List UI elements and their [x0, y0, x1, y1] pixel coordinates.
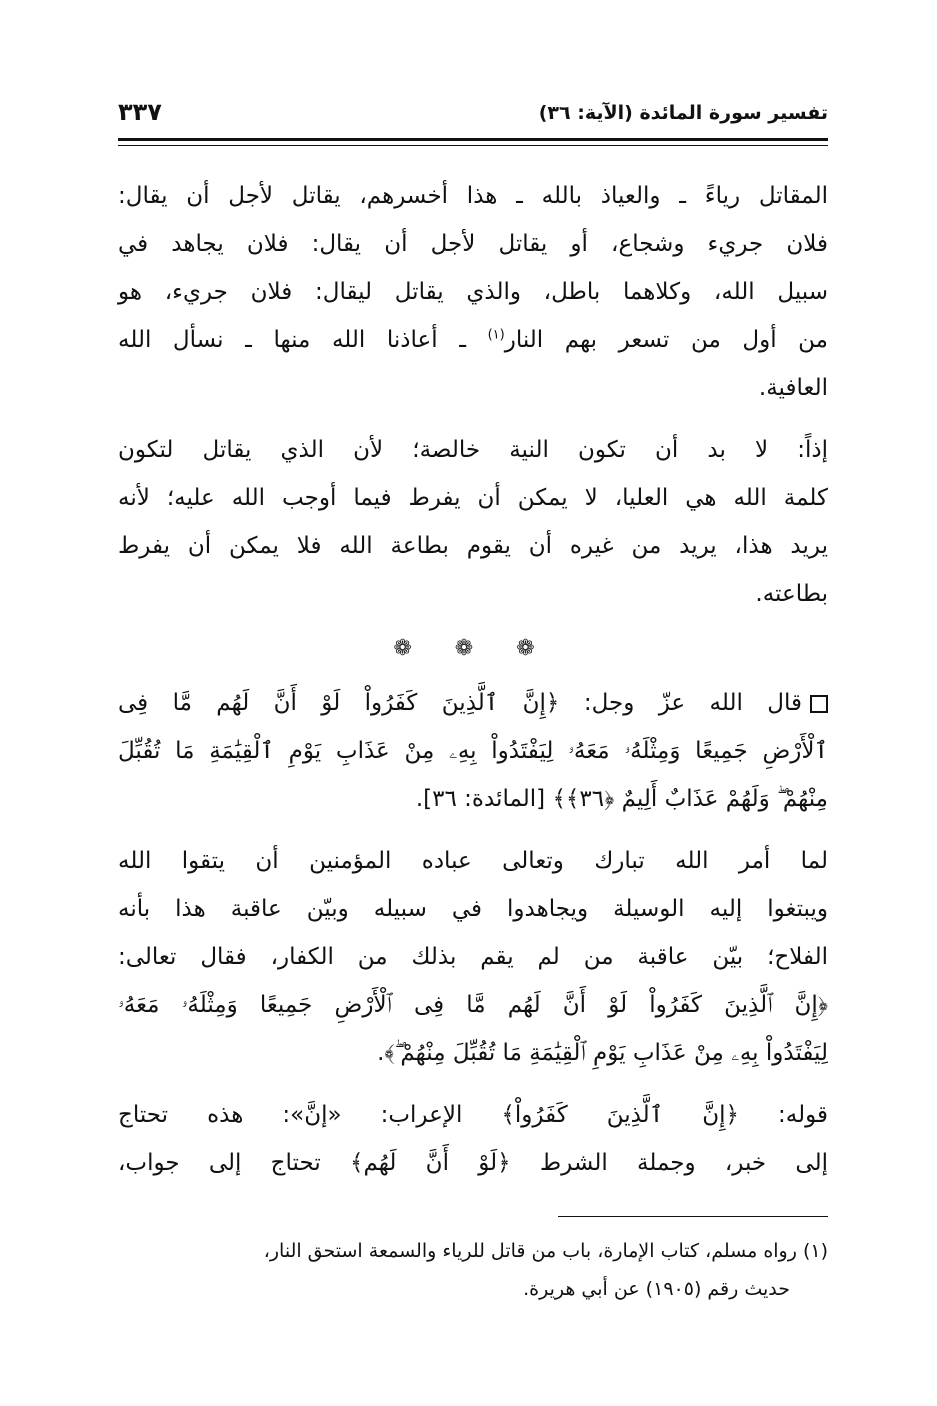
text-line: لما أمر الله تبارك وتعالى عباده المؤمنين أن يتقوا الله	[118, 848, 828, 874]
paragraph-4	[118, 1091, 828, 1187]
text-segment: ـ أعاذنا الله منها ـ نسأل الله	[118, 327, 488, 353]
footnote-line: حديث رقم (١٩٠٥) عن أبي هريرة.	[523, 1278, 790, 1300]
text-line: قوله: ﴿إِنَّ ٱلَّذِينَ كَفَرُواْ﴾ الإعراب: «إنَّ»: هذه تحتاج	[118, 1102, 828, 1128]
text-line: يريد هذا، يريد من غيره أن يقوم بطاعة الله فلا يمكن أن يفرط	[118, 533, 828, 559]
paragraph-2	[118, 426, 828, 618]
text-line: بطاعته.	[755, 581, 828, 607]
section-ornament-divider: ❁ ❁ ❁	[393, 636, 553, 661]
text-segment: قال الله عزّ وجل: ﴿إِنَّ ٱلَّذِينَ كَفَرُواْ لَوْ أَنَّ لَهُم مَّا فِى	[118, 690, 802, 716]
footnote-1	[118, 1232, 828, 1308]
paragraph-3	[118, 837, 828, 1077]
text-line: إذاً: لا بد أن تكون النية خالصة؛ لأن الذي يقاتل لتكون	[118, 437, 828, 463]
text-line: العافية.	[758, 375, 828, 401]
text-line: مِنْهُمْ ۖ وَلَهُمْ عَذَابٌ أَلِيمٌ ﴿٣٦﴾﴾ [المائدة: ٣٦].	[415, 786, 828, 812]
footnote-separator	[558, 1216, 828, 1217]
text-line	[118, 316, 828, 364]
text-line: الفلاح؛ بيّن عاقبة من لم يقم بذلك من الكفار، فقال تعالى:	[118, 944, 828, 970]
text-segment: من أول من تسعر بهم النار	[504, 327, 829, 353]
header-rule-thin	[118, 145, 828, 146]
text-line: كلمة الله هي العليا، لا يمكن أن يفرط فيما أوجب الله عليه؛ لأنه	[118, 485, 828, 511]
running-title: تفسير سورة المائدة (الآية: ٣٦)	[538, 102, 828, 124]
text-line	[118, 679, 828, 727]
paragraph-verse-citation	[118, 679, 828, 823]
text-line: المقاتل رياءً ـ والعياذ بالله ـ هذا أخسرهم، يقاتل لأجل أن يقال:	[118, 183, 828, 209]
text-line: ٱلْأَرْضِ جَمِيعًا وَمِثْلَهُۥ مَعَهُۥ لِيَفْتَدُواْ بِهِۦ مِنْ عَذَابِ يَوْمِ ٱلْقِيَٰمَةِ مَا تُقُبِّلَ	[118, 738, 828, 764]
text-line: لِيَفْتَدُواْ بِهِۦ مِنْ عَذَابِ يَوْمِ ٱلْقِيَٰمَةِ مَا تُقُبِّلَ مِنْهُمْ ۖ﴾.	[377, 1040, 828, 1066]
page-header	[118, 98, 828, 134]
text-line: فلان جريء وشجاع، أو يقاتل لأجل أن يقال: فلان يجاهد في	[118, 231, 828, 257]
text-line: ﴿إِنَّ ٱلَّذِينَ كَفَرُواْ لَوْ أَنَّ لَهُم مَّا فِى ٱلْأَرْضِ جَمِيعًا وَمِثْلَهُۥ مَعَهُۥ	[118, 992, 828, 1018]
page-number: ٣٣٧	[118, 98, 162, 126]
paragraph-1	[118, 172, 828, 412]
text-line: سبيل الله، وكلاهما باطل، والذي يقاتل ليقال: فلان جريء، هو	[118, 279, 828, 305]
body-text	[118, 172, 828, 1201]
text-line: ويبتغوا إليه الوسيلة ويجاهدوا في سبيله وبيّن عاقبة هذا بأنه	[118, 896, 828, 922]
footnote-line: (١) رواه مسلم، كتاب الإمارة، باب من قاتل للرياء والسمعة استحق النار،	[263, 1240, 828, 1262]
footnote-reference: (١)	[487, 327, 505, 343]
square-bullet-icon	[810, 695, 828, 713]
footnotes	[118, 1232, 828, 1308]
text-line: إلى خبر، وجملة الشرط ﴿لَوْ أَنَّ لَهُم﴾ تحتاج إلى جواب،	[118, 1150, 828, 1176]
header-rule-thick	[118, 138, 828, 141]
